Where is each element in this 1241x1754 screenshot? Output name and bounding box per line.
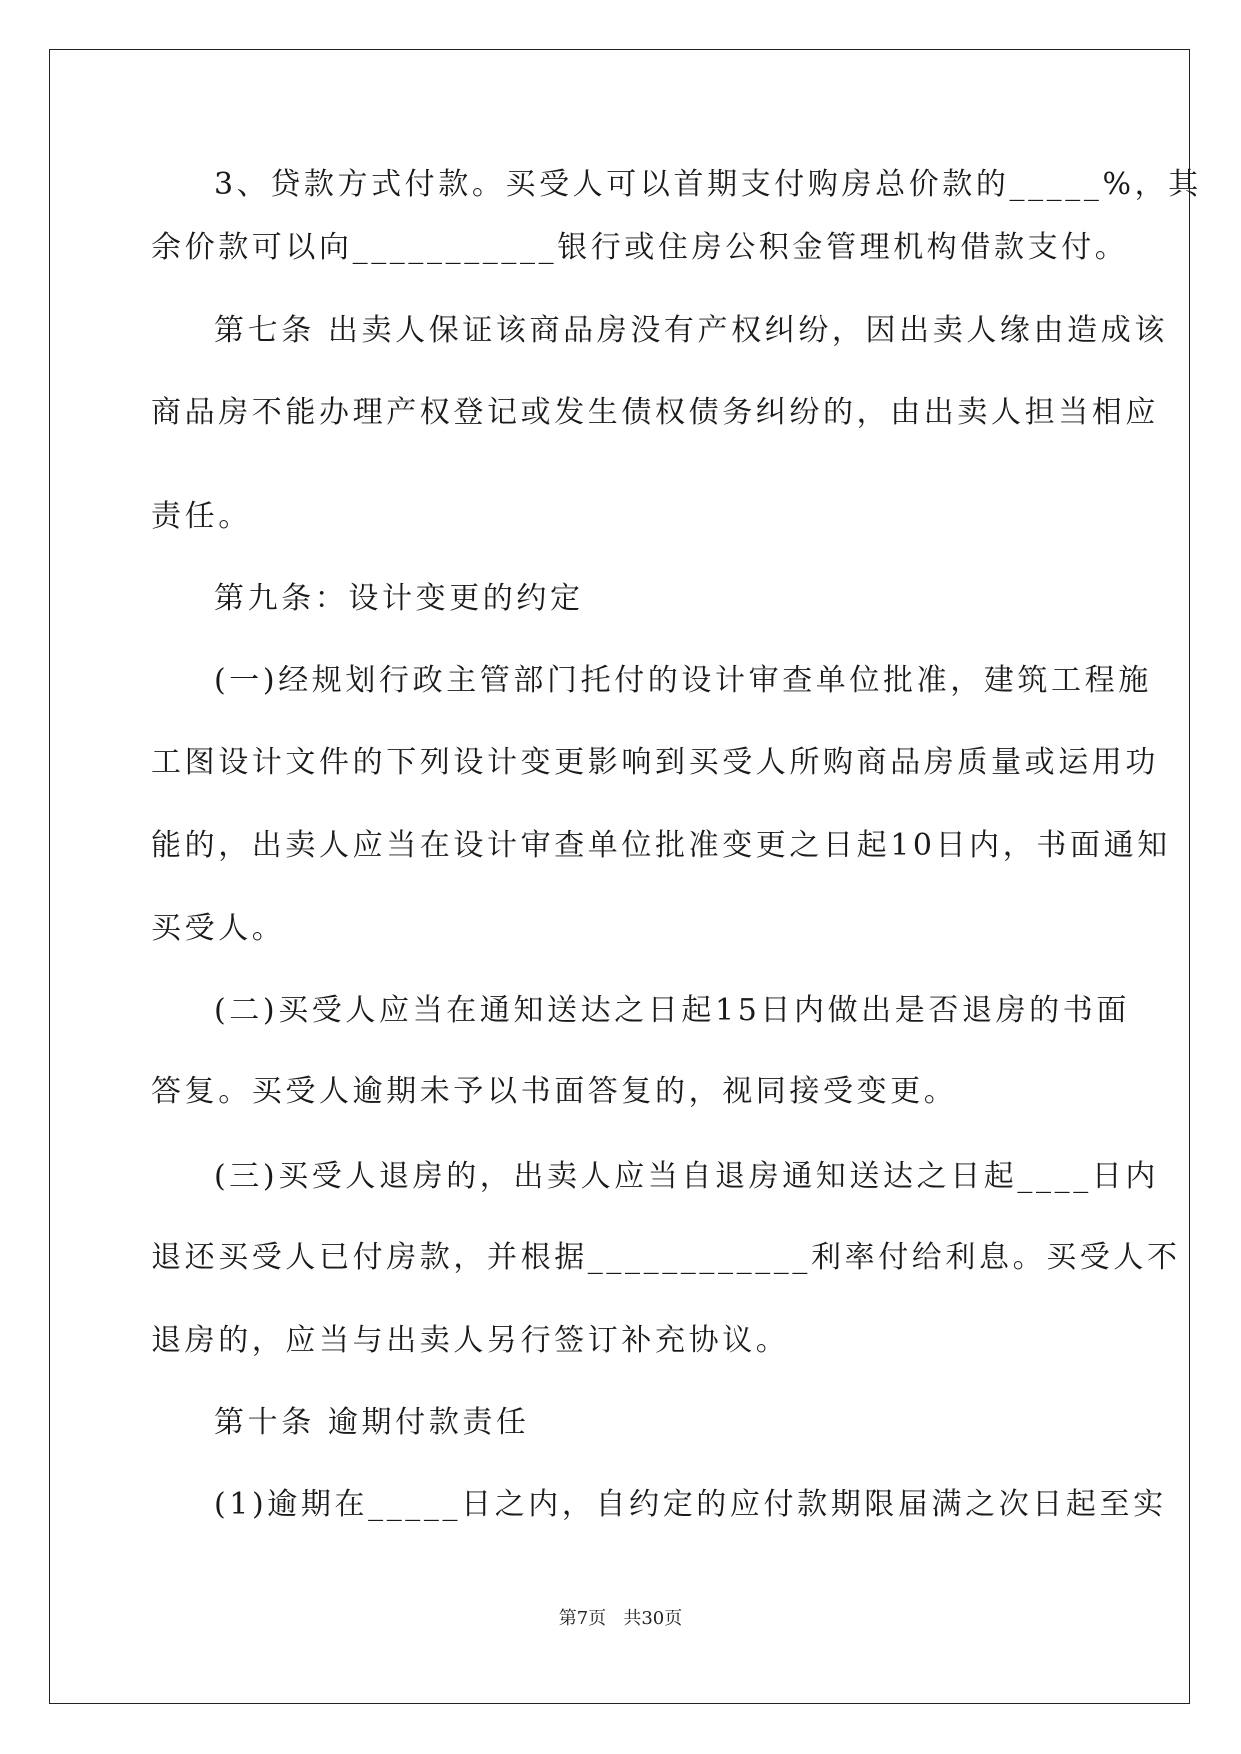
article-heading: 第九条：设计变更的约定: [214, 581, 584, 616]
page-border: [49, 49, 1190, 1704]
article-heading: 第十条 逾期付款责任: [214, 1405, 530, 1440]
paragraph-line: 余价款可以向___________银行或住房公积金管理机构借款支付。: [151, 230, 1129, 265]
paragraph-line: (二)买受人应当在通知送达之日起15日内做出是否退房的书面: [214, 993, 1130, 1028]
paragraph-line: 工图设计文件的下列设计变更影响到买受人所购商品房质量或运用功: [151, 745, 1159, 780]
paragraph-line: 能的，出卖人应当在设计审查单位批准变更之日起10日内，书面通知: [151, 828, 1171, 863]
paragraph-line: 买受人。: [151, 911, 286, 946]
paragraph-line: 责任。: [151, 499, 252, 534]
paragraph-line: 答复。买受人逾期未予以书面答复的，视同接受变更。: [151, 1074, 958, 1109]
paragraph-line: 退房的，应当与出卖人另行签订补充协议。: [151, 1323, 790, 1358]
paragraph-line: 商品房不能办理产权登记或发生债权债务纠纷的，由出卖人担当相应: [151, 395, 1159, 430]
paragraph-line: 3、贷款方式付款。买受人可以首期支付购房总价款的_____%，其: [214, 167, 1202, 202]
article-heading-line: 第七条 出卖人保证该商品房没有产权纠纷，因出卖人缘由造成该: [214, 313, 1168, 348]
paragraph-line: 退还买受人已付房款，并根据____________利率付给利息。买受人不: [151, 1240, 1181, 1275]
paragraph-line: (一)经规划行政主管部门托付的设计审查单位批准，建筑工程施: [214, 663, 1152, 698]
paragraph-line: (1)逾期在_____日之内，自约定的应付款期限届满之次日起至实: [214, 1487, 1167, 1522]
paragraph-line: (三)买受人退房的，出卖人应当自退房通知送达之日起____日内: [214, 1159, 1160, 1194]
page-number-footer: 第7页 共30页: [558, 1608, 683, 1629]
